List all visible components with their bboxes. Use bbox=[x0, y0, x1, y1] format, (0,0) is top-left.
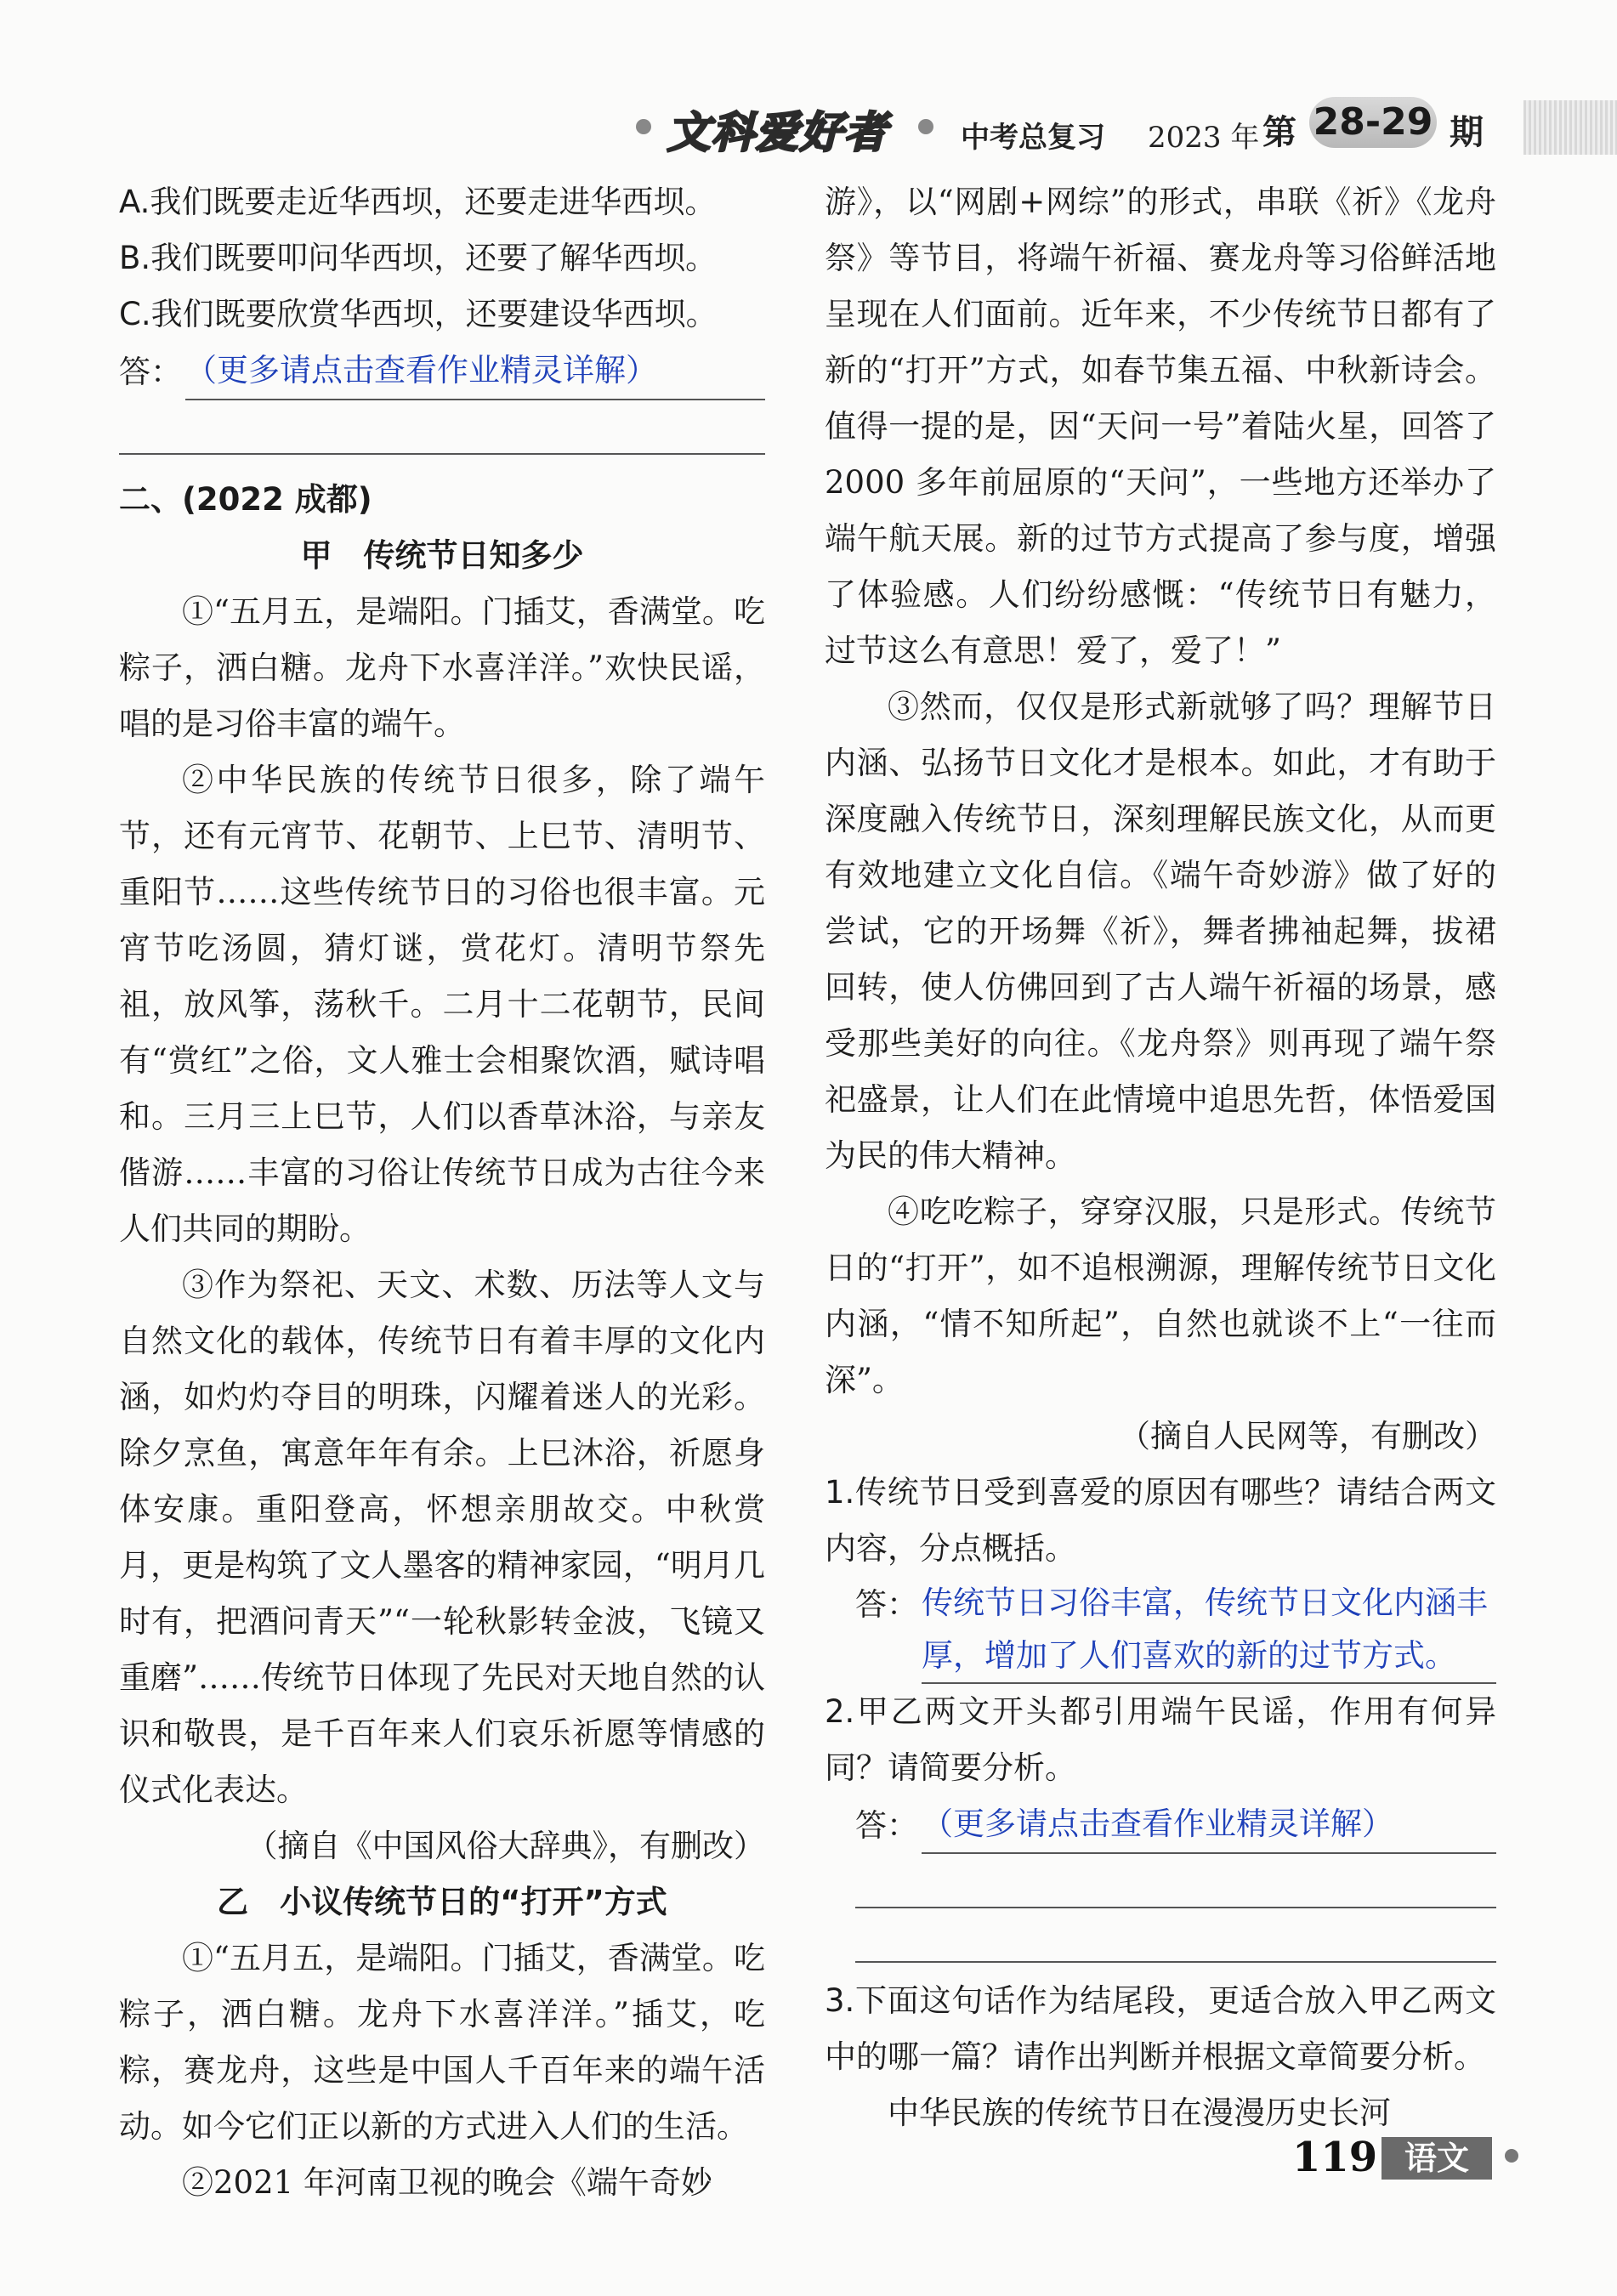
answer-blank-line bbox=[855, 1854, 1496, 1908]
answer-text: 传统节日习俗丰富，传统节日文化内涵丰厚，增加了人们喜欢的新的过节方式。 bbox=[922, 1577, 1496, 1684]
text-b-paragraph: ②2021 年河南卫视的晚会《端午奇妙 bbox=[182, 2164, 712, 2201]
answer-label: 答： bbox=[855, 1586, 918, 1623]
left-column bbox=[119, 174, 765, 2211]
answer-row bbox=[855, 1796, 1496, 1854]
magazine-logo: 文科爱好者 bbox=[667, 108, 888, 157]
text-a-title: 甲 传统节日知多少 bbox=[300, 537, 584, 574]
answer-link[interactable]: （更多请点击查看作业精灵详解） bbox=[185, 352, 657, 388]
option-c: C.我们既要欣赏华西坝，还要建设华西坝。 bbox=[119, 296, 718, 332]
header-year: 2023 年 bbox=[1148, 121, 1260, 155]
page-footer bbox=[1292, 2134, 1547, 2185]
text-a-paragraph: ②中华民族的传统节日很多，除了端午节，还有元宵节、花朝节、上巳节、清明节、重阳节……这些传统节日的习俗也很丰富。元宵节吃汤圆，猜灯谜，赏花灯。清明节祭先祖，放风筝，荡秋千。二月十二花朝节，民间有“赏红”之俗，文人雅士会相聚饮酒，赋诗唱和。三月三上巳节，人们以香草沐浴，与亲友偕游……丰富的习俗让传统节日成为古往今来人们共同的期盼。 bbox=[119, 762, 765, 1247]
question-2: 2.甲乙两文开头都引用端午民谣，作用有何异同？请简要分析。 bbox=[825, 1693, 1496, 1786]
subject-badge: 语文 bbox=[1382, 2137, 1492, 2180]
question-1: 1.传统节日受到喜爱的原因有哪些？请结合两文内容，分点概括。 bbox=[825, 1474, 1496, 1567]
text-b-source: （摘自人民网等，有删改） bbox=[1119, 1418, 1496, 1454]
question-3: 3.下面这句话作为结尾段，更适合放入甲乙两文中的哪一篇？请作出判断并根据文章简要分析。 bbox=[825, 1982, 1496, 2075]
answer-line bbox=[185, 343, 765, 400]
question-1-answer bbox=[825, 1577, 1496, 1684]
section-title: 二、(2022 成都) bbox=[119, 481, 372, 518]
header-subtitle: 中考总复习 bbox=[961, 121, 1105, 155]
question-3-quote: 中华民族的传统节日在漫漫历史长河 bbox=[888, 2095, 1391, 2131]
text-b-paragraph: ③然而，仅仅是形式新就够了吗？理解节日内涵、弘扬节日文化才是根本。如此，才有助于深度融入传统节日，深刻理解民族文化，从而更有效地建立文化自信。《端午奇妙游》做了好的尝试，它的开场舞《祈》，舞者拂袖起舞，拔裙回转，使人仿佛回到了古人端午祈福的场景，感受那些美好的向往。《龙舟祭》则再现了端午祭祀盛景，让人们在此情境中追思先哲，体悟爱国为民的伟大精神。 bbox=[825, 689, 1496, 1174]
option-b: B.我们既要叩问华西坝，还要了解华西坝。 bbox=[119, 240, 718, 276]
bullet-icon bbox=[918, 119, 933, 134]
answer-link[interactable]: （更多请点击查看作业精灵详解） bbox=[922, 1806, 1393, 1842]
right-column bbox=[825, 174, 1496, 2141]
answer-blank-line bbox=[119, 400, 765, 455]
header-banner bbox=[629, 94, 1617, 162]
text-b-title: 乙 小议传统节日的“打开”方式 bbox=[217, 1884, 667, 1920]
answer-row bbox=[855, 1577, 1496, 1684]
text-b-paragraph: ①“五月五，是端阳。门插艾，香满堂。吃粽子，洒白糖。龙舟下水喜洋洋。”插艾，吃粽，赛龙舟，这些是中国人千百年来的端午活动。如今它们正以新的方式进入人们的生活。 bbox=[119, 1940, 765, 2145]
answer-blank-line bbox=[855, 1908, 1496, 1963]
issue-prefix: 第 bbox=[1262, 113, 1296, 152]
issue-number: 28-29 bbox=[1309, 97, 1437, 148]
question-2-answer bbox=[825, 1796, 1496, 1963]
text-b-continued: 游》，以“网剧+网综”的形式，串联《祈》《龙舟祭》等节目，将端午祈福、赛龙舟等习俗鲜活地呈现在人们面前。近年来，不少传统节日都有了新的“打开”方式，如春节集五福、中秋新诗会。值得一提的是，因“天问一号”着陆火星，回答了 2000 多年前屈原的“天问”，一些地方还举办了端午航天展。新的过节方式提高了参与度，增强了体验感。人们纷纷感慨：“传统节日有魅力，过节这么有意思！爱了，爱了！” bbox=[825, 184, 1496, 669]
page-number: 119 bbox=[1292, 2134, 1378, 2181]
bullet-icon bbox=[636, 119, 651, 134]
issue-suffix: 期 bbox=[1450, 113, 1484, 152]
option-a: A.我们既要走近华西坝，还要走进华西坝。 bbox=[119, 184, 717, 220]
header-decoration bbox=[1523, 100, 1617, 155]
text-b-paragraph: ④吃吃粽子，穿穿汉服，只是形式。传统节日的“打开”，如不追根溯源，理解传统节日文化内涵，“情不知所起”，自然也就谈不上“一往而深”。 bbox=[825, 1193, 1496, 1398]
text-a-paragraph: ③作为祭祀、天文、术数、历法等人文与自然文化的载体，传统节日有着丰厚的文化内涵，如灼灼夺目的明珠，闪耀着迷人的光彩。除夕烹鱼，寓意年年有余。上巳沐浴，祈愿身体安康。重阳登高，怀想亲朋故交。中秋赏月，更是构筑了文人墨客的精神家园，“明月几时有，把酒问青天”“一轮秋影转金波，飞镜又重磨”……传统节日体现了先民对天地自然的认识和敬畏，是千百年来人们哀乐祈愿等情感的仪式化表达。 bbox=[119, 1267, 765, 1808]
answer-label: 答： bbox=[119, 354, 182, 390]
answer-label: 答： bbox=[855, 1807, 918, 1844]
text-a-source: （摘自《中国风俗大辞典》，有删改） bbox=[246, 1828, 765, 1864]
text-a-paragraph: ①“五月五，是端阳。门插艾，香满堂。吃粽子，洒白糖。龙舟下水喜洋洋。”欢快民谣，唱的是习俗丰富的端午。 bbox=[119, 593, 765, 742]
answer-row bbox=[119, 343, 765, 400]
answer-line bbox=[922, 1796, 1496, 1854]
bullet-icon bbox=[1505, 2149, 1518, 2163]
